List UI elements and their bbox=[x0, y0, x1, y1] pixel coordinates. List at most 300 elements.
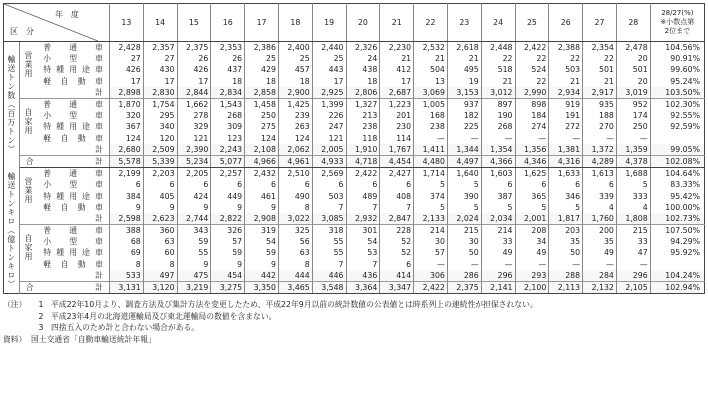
year-header-20: 20 bbox=[346, 4, 380, 42]
tonkm-grand-total-row bbox=[4, 281, 705, 293]
value-cell: 1,381 bbox=[549, 144, 583, 156]
value-cell: 27 bbox=[109, 53, 143, 64]
value-cell: 2,388 bbox=[549, 42, 583, 54]
value-cell: 22 bbox=[515, 76, 549, 87]
value-cell: 405 bbox=[143, 190, 177, 201]
value-cell: 461 bbox=[245, 190, 279, 201]
value-cell: 203 bbox=[549, 225, 583, 237]
value-cell: 306 bbox=[414, 270, 448, 282]
value-cell: 2,822 bbox=[211, 213, 245, 225]
value-cell: 54 bbox=[245, 236, 279, 247]
value-cell: 2,132 bbox=[583, 281, 617, 293]
value-cell: 4,497 bbox=[447, 155, 481, 167]
row-label-subtotal: 計 bbox=[95, 87, 103, 97]
value-cell: 2,830 bbox=[143, 87, 177, 99]
value-cell: 1,399 bbox=[312, 98, 346, 110]
value-cell: 340 bbox=[143, 121, 177, 132]
value-cell: 1,356 bbox=[515, 144, 549, 156]
ton-jika-row-kei bbox=[4, 133, 705, 144]
value-cell: 449 bbox=[211, 190, 245, 201]
value-cell: 524 bbox=[515, 64, 549, 75]
sub-label-jika: 自家用 bbox=[19, 98, 37, 143]
value-cell: 5 bbox=[447, 179, 481, 190]
source-line: 資料） 国土交通省「自動車輸送統計年報」 bbox=[3, 334, 156, 344]
value-cell: 360 bbox=[143, 225, 177, 237]
value-cell: 2,100 bbox=[515, 281, 549, 293]
value-cell: 6 bbox=[346, 179, 380, 190]
value-cell: 4,966 bbox=[245, 155, 279, 167]
ratio-cell: 102.08% bbox=[650, 155, 704, 167]
value-cell: 27 bbox=[143, 53, 177, 64]
value-cell: 489 bbox=[346, 190, 380, 201]
value-cell: 2,024 bbox=[447, 213, 481, 225]
ratio-cell: 102.30% bbox=[650, 98, 704, 110]
value-cell: 225 bbox=[447, 121, 481, 132]
value-cell: 191 bbox=[549, 110, 583, 121]
value-cell: 384 bbox=[109, 190, 143, 201]
value-cell: 339 bbox=[583, 190, 617, 201]
value-cell: 2,598 bbox=[109, 213, 143, 225]
value-cell: 2,326 bbox=[346, 42, 380, 54]
value-cell: 1,327 bbox=[346, 98, 380, 110]
value-cell: 124 bbox=[245, 133, 279, 144]
value-cell: 4,316 bbox=[549, 155, 583, 167]
value-cell: 5 bbox=[549, 202, 583, 213]
value-cell: 2,422 bbox=[414, 281, 448, 293]
value-cell: 501 bbox=[583, 64, 617, 75]
value-cell: 2,532 bbox=[414, 42, 448, 54]
value-cell: 2,141 bbox=[481, 281, 515, 293]
blank-cell bbox=[19, 144, 37, 156]
value-cell: 4 bbox=[616, 202, 650, 213]
value-cell: 6 bbox=[312, 179, 346, 190]
value-cell: 53 bbox=[346, 247, 380, 258]
year-header-22: 22 bbox=[414, 4, 448, 42]
value-cell: 374 bbox=[414, 190, 448, 201]
value-cell: 437 bbox=[211, 64, 245, 75]
value-cell: 121 bbox=[312, 133, 346, 144]
value-cell: 5 bbox=[616, 179, 650, 190]
tonkm-jika-row-tokushu bbox=[4, 247, 705, 258]
tonkm-eigyo-row-kogata bbox=[4, 179, 705, 190]
year-header-13: 13 bbox=[109, 4, 143, 42]
value-cell: 5 bbox=[515, 202, 549, 213]
ton-eigyo-row-kei_total bbox=[4, 87, 705, 99]
value-cell: 8 bbox=[278, 202, 312, 213]
value-cell: 2,354 bbox=[583, 42, 617, 54]
value-cell: — bbox=[616, 259, 650, 270]
value-cell: 50 bbox=[447, 247, 481, 258]
value-cell: 2,900 bbox=[278, 87, 312, 99]
value-cell: 275 bbox=[245, 121, 279, 132]
value-cell: 50 bbox=[549, 247, 583, 258]
header-row bbox=[4, 4, 705, 42]
ratio-cell: 92.59% bbox=[650, 121, 704, 132]
value-cell: 2,806 bbox=[346, 87, 380, 99]
value-cell: 6 bbox=[245, 179, 279, 190]
value-cell: 2,428 bbox=[109, 42, 143, 54]
value-cell: 367 bbox=[109, 121, 143, 132]
ratio-header: 28/27(%) ※小数点第 2位まで bbox=[650, 4, 704, 42]
value-cell: 7 bbox=[380, 202, 414, 213]
value-cell: 3,153 bbox=[447, 87, 481, 99]
value-cell: 319 bbox=[245, 225, 279, 237]
value-cell: 55 bbox=[177, 247, 211, 258]
tonkm-jika-row-kei bbox=[4, 259, 705, 270]
sub-label-eigyo: 営業用 bbox=[19, 168, 37, 213]
row-label-grand-total: 合 計 bbox=[19, 155, 109, 167]
row-label-tokushu: 特種用途車 bbox=[43, 191, 103, 201]
value-cell: 2,744 bbox=[177, 213, 211, 225]
value-cell: 1,714 bbox=[414, 168, 448, 180]
value-cell: 9 bbox=[245, 202, 279, 213]
value-cell: 9 bbox=[177, 202, 211, 213]
value-cell: 4,346 bbox=[515, 155, 549, 167]
value-cell: 2,400 bbox=[278, 42, 312, 54]
value-cell: 2,509 bbox=[143, 144, 177, 156]
value-cell: 284 bbox=[583, 270, 617, 282]
value-cell: 49 bbox=[481, 247, 515, 258]
value-cell: 2,847 bbox=[380, 213, 414, 225]
value-cell: 9 bbox=[109, 202, 143, 213]
value-cell: 250 bbox=[616, 121, 650, 132]
value-cell: 272 bbox=[549, 121, 583, 132]
value-cell: 238 bbox=[414, 121, 448, 132]
value-cell: 47 bbox=[616, 247, 650, 258]
value-cell: 226 bbox=[312, 110, 346, 121]
tonkm-eigyo-row-futsu bbox=[4, 168, 705, 180]
value-cell: 34 bbox=[515, 236, 549, 247]
value-cell: 9 bbox=[245, 259, 279, 270]
value-cell: 278 bbox=[177, 110, 211, 121]
value-cell: 24 bbox=[346, 53, 380, 64]
value-cell: 228 bbox=[380, 225, 414, 237]
value-cell: 21 bbox=[481, 76, 515, 87]
value-cell: 8 bbox=[278, 259, 312, 270]
value-cell: 2,108 bbox=[245, 144, 279, 156]
value-cell: 214 bbox=[414, 225, 448, 237]
tonkm-jika-row-kei_total bbox=[4, 270, 705, 282]
row-label-subtotal: 計 bbox=[95, 270, 103, 280]
value-cell: 3,275 bbox=[211, 281, 245, 293]
ratio-cell: 100.00% bbox=[650, 202, 704, 213]
ton-grand-total-row bbox=[4, 155, 705, 167]
value-cell: 1,354 bbox=[481, 144, 515, 156]
note-1: （注） 1 平成22年10月より、調査方法及び集計方法を変更したため、平成22年9月以前の統計数値の公表値とは時系列上の連続性が担保されない。 bbox=[3, 300, 538, 310]
value-cell: 4,480 bbox=[414, 155, 448, 167]
value-cell: 7 bbox=[312, 202, 346, 213]
row-label-kei: 軽自動車 bbox=[43, 76, 103, 86]
value-cell: 6 bbox=[515, 179, 549, 190]
value-cell: 329 bbox=[177, 121, 211, 132]
value-cell: 426 bbox=[109, 64, 143, 75]
value-cell: 6 bbox=[481, 179, 515, 190]
year-header-17: 17 bbox=[245, 4, 279, 42]
ratio-cell: 99.60% bbox=[650, 64, 704, 75]
value-cell: 5 bbox=[481, 202, 515, 213]
value-cell: 214 bbox=[481, 225, 515, 237]
value-cell: 3,012 bbox=[481, 87, 515, 99]
value-cell: 2,034 bbox=[481, 213, 515, 225]
value-cell: — bbox=[515, 133, 549, 144]
value-cell: 430 bbox=[143, 64, 177, 75]
value-cell: 424 bbox=[177, 190, 211, 201]
value-cell: 18 bbox=[346, 76, 380, 87]
group-label-tonkm: 輸送トンキロ（億トンキロ） bbox=[4, 168, 20, 294]
value-cell: 501 bbox=[616, 64, 650, 75]
value-cell: 1,603 bbox=[481, 168, 515, 180]
value-cell: 1,543 bbox=[211, 98, 245, 110]
value-cell: 2,623 bbox=[143, 213, 177, 225]
value-cell: 21 bbox=[447, 53, 481, 64]
value-cell: 320 bbox=[109, 110, 143, 121]
value-cell: 1,359 bbox=[616, 144, 650, 156]
value-cell: 3,219 bbox=[177, 281, 211, 293]
value-cell: 935 bbox=[583, 98, 617, 110]
value-cell: 59 bbox=[211, 247, 245, 258]
value-cell: 56 bbox=[278, 236, 312, 247]
value-cell: 286 bbox=[447, 270, 481, 282]
value-cell: 22 bbox=[549, 53, 583, 64]
notes-section bbox=[3, 299, 705, 345]
value-cell: 5 bbox=[414, 202, 448, 213]
value-cell: 1,613 bbox=[583, 168, 617, 180]
value-cell: 390 bbox=[447, 190, 481, 201]
value-cell: 263 bbox=[278, 121, 312, 132]
value-cell: — bbox=[515, 259, 549, 270]
value-cell: 190 bbox=[481, 110, 515, 121]
value-cell: 2,005 bbox=[312, 144, 346, 156]
value-cell: 21 bbox=[583, 76, 617, 87]
value-cell: 9 bbox=[177, 259, 211, 270]
value-cell: 3,347 bbox=[380, 281, 414, 293]
value-cell: 4 bbox=[583, 202, 617, 213]
value-cell: 952 bbox=[616, 98, 650, 110]
value-cell: 22 bbox=[481, 53, 515, 64]
value-cell: 4,933 bbox=[312, 155, 346, 167]
sub-label-eigyo: 営業用 bbox=[19, 42, 37, 87]
value-cell: 182 bbox=[447, 110, 481, 121]
value-cell: 503 bbox=[549, 64, 583, 75]
value-cell: 293 bbox=[515, 270, 549, 282]
value-cell: 22 bbox=[515, 53, 549, 64]
value-cell: 1,640 bbox=[447, 168, 481, 180]
year-header-16: 16 bbox=[211, 4, 245, 42]
value-cell: 2,680 bbox=[109, 144, 143, 156]
row-label-futsu: 普通車 bbox=[37, 225, 109, 237]
value-cell: 25 bbox=[278, 53, 312, 64]
value-cell: 250 bbox=[245, 110, 279, 121]
value-cell: 1,411 bbox=[414, 144, 448, 156]
value-cell: 21 bbox=[414, 53, 448, 64]
value-cell: 5,339 bbox=[143, 155, 177, 167]
value-cell: 33 bbox=[616, 236, 650, 247]
value-cell: 6 bbox=[109, 179, 143, 190]
value-cell: 5 bbox=[447, 202, 481, 213]
transport-statistics-table bbox=[3, 3, 705, 294]
value-cell: 2,898 bbox=[109, 87, 143, 99]
value-cell: 5,578 bbox=[109, 155, 143, 167]
ratio-cell: 103.50% bbox=[650, 87, 704, 99]
value-cell: 6 bbox=[380, 259, 414, 270]
value-cell: 325 bbox=[278, 225, 312, 237]
ratio-cell: 104.24% bbox=[650, 270, 704, 282]
value-cell: 2,386 bbox=[245, 42, 279, 54]
value-cell: 309 bbox=[211, 121, 245, 132]
value-cell: 4,366 bbox=[481, 155, 515, 167]
ratio-cell bbox=[650, 259, 704, 270]
value-cell: 438 bbox=[346, 64, 380, 75]
value-cell: 2,618 bbox=[447, 42, 481, 54]
value-cell: 9 bbox=[211, 259, 245, 270]
sub-label-jika: 自家用 bbox=[19, 225, 37, 270]
value-cell: 184 bbox=[515, 110, 549, 121]
value-cell: 17 bbox=[177, 76, 211, 87]
value-cell: 414 bbox=[380, 270, 414, 282]
value-cell: 239 bbox=[278, 110, 312, 121]
value-cell: 3,069 bbox=[414, 87, 448, 99]
value-cell: 270 bbox=[583, 121, 617, 132]
ratio-cell: 102.73% bbox=[650, 213, 704, 225]
value-cell: 17 bbox=[312, 76, 346, 87]
value-cell: 63 bbox=[278, 247, 312, 258]
value-cell: 3,364 bbox=[346, 281, 380, 293]
ratio-cell: 94.29% bbox=[650, 236, 704, 247]
value-cell: 387 bbox=[481, 190, 515, 201]
value-cell: 25 bbox=[245, 53, 279, 64]
value-cell: 1,625 bbox=[515, 168, 549, 180]
value-cell: 9 bbox=[211, 202, 245, 213]
value-cell: 2,934 bbox=[549, 87, 583, 99]
value-cell: 296 bbox=[481, 270, 515, 282]
year-header-15: 15 bbox=[177, 4, 211, 42]
year-header-23: 23 bbox=[447, 4, 481, 42]
value-cell: 13 bbox=[414, 76, 448, 87]
value-cell: 1,760 bbox=[583, 213, 617, 225]
value-cell: 388 bbox=[109, 225, 143, 237]
value-cell: 4,718 bbox=[346, 155, 380, 167]
value-cell: 120 bbox=[143, 133, 177, 144]
value-cell: 2,908 bbox=[245, 213, 279, 225]
value-cell: 2,113 bbox=[549, 281, 583, 293]
value-cell: 17 bbox=[380, 76, 414, 87]
value-cell: 1,767 bbox=[380, 144, 414, 156]
value-cell: 2,844 bbox=[177, 87, 211, 99]
value-cell: 2,834 bbox=[211, 87, 245, 99]
year-header-24: 24 bbox=[481, 4, 515, 42]
value-cell: 490 bbox=[278, 190, 312, 201]
value-cell: 201 bbox=[380, 110, 414, 121]
value-cell: 17 bbox=[109, 76, 143, 87]
value-cell: 2,932 bbox=[346, 213, 380, 225]
ton-eigyo-row-tokushu bbox=[4, 64, 705, 75]
value-cell: 2,440 bbox=[312, 42, 346, 54]
row-label-subtotal: 計 bbox=[95, 144, 103, 154]
value-cell: 2,427 bbox=[380, 168, 414, 180]
value-cell: 168 bbox=[414, 110, 448, 121]
value-cell: 238 bbox=[346, 121, 380, 132]
value-cell: — bbox=[414, 133, 448, 144]
value-cell: 426 bbox=[177, 64, 211, 75]
value-cell: 49 bbox=[583, 247, 617, 258]
value-cell: — bbox=[481, 259, 515, 270]
value-cell: 333 bbox=[616, 190, 650, 201]
value-cell: 19 bbox=[447, 76, 481, 87]
value-cell: 59 bbox=[177, 236, 211, 247]
value-cell: 1,808 bbox=[616, 213, 650, 225]
ratio-cell: 104.64% bbox=[650, 168, 704, 180]
value-cell: 33 bbox=[481, 236, 515, 247]
value-cell: 121 bbox=[177, 133, 211, 144]
value-cell: 2,199 bbox=[109, 168, 143, 180]
value-cell: 20 bbox=[616, 76, 650, 87]
row-label-kogata: 小型車 bbox=[43, 180, 103, 190]
value-cell: 208 bbox=[515, 225, 549, 237]
value-cell: 2,510 bbox=[278, 168, 312, 180]
value-cell: 429 bbox=[245, 64, 279, 75]
value-cell: 1,754 bbox=[143, 98, 177, 110]
value-cell: 4,961 bbox=[278, 155, 312, 167]
tonkm-jika-row-futsu bbox=[4, 225, 705, 237]
value-cell: 443 bbox=[312, 64, 346, 75]
tonkm-jika-row-kogata bbox=[4, 236, 705, 247]
value-cell: 1,458 bbox=[245, 98, 279, 110]
value-cell: 18 bbox=[278, 76, 312, 87]
value-cell: 2,858 bbox=[245, 87, 279, 99]
value-cell: 2,687 bbox=[380, 87, 414, 99]
value-cell: 26 bbox=[211, 53, 245, 64]
value-cell: 2,105 bbox=[616, 281, 650, 293]
value-cell: 8 bbox=[109, 259, 143, 270]
ratio-cell: 104.56% bbox=[650, 42, 704, 54]
year-header-14: 14 bbox=[143, 4, 177, 42]
value-cell: 8 bbox=[143, 259, 177, 270]
row-label-kogata: 小型車 bbox=[43, 237, 103, 247]
value-cell: 35 bbox=[583, 236, 617, 247]
tonkm-eigyo-row-tokushu bbox=[4, 190, 705, 201]
value-cell: 497 bbox=[143, 270, 177, 282]
value-cell: 408 bbox=[380, 190, 414, 201]
value-cell: 6 bbox=[549, 179, 583, 190]
value-cell: 17 bbox=[143, 76, 177, 87]
value-cell: 457 bbox=[278, 64, 312, 75]
value-cell: 503 bbox=[312, 190, 346, 201]
row-label-kogata: 小型車 bbox=[43, 54, 103, 64]
value-cell: 2,230 bbox=[380, 42, 414, 54]
value-cell: 318 bbox=[312, 225, 346, 237]
ton-eigyo-row-futsu bbox=[4, 42, 705, 54]
statistics-table-container bbox=[3, 3, 705, 345]
value-cell: 1,005 bbox=[414, 98, 448, 110]
value-cell: 60 bbox=[143, 247, 177, 258]
row-label-futsu: 普通車 bbox=[43, 169, 103, 179]
value-cell: 6 bbox=[278, 179, 312, 190]
note-3: 3 四捨五入のため計と合わない場合がある。 bbox=[38, 323, 200, 333]
value-cell: 365 bbox=[515, 190, 549, 201]
value-cell: 54 bbox=[346, 236, 380, 247]
notes-head: （注） bbox=[3, 300, 27, 310]
value-cell: 124 bbox=[109, 133, 143, 144]
value-cell: 68 bbox=[109, 236, 143, 247]
value-cell: 343 bbox=[177, 225, 211, 237]
value-cell: 26 bbox=[177, 53, 211, 64]
ton-jika-row-futsu bbox=[4, 98, 705, 110]
ratio-cell: 92.55% bbox=[650, 110, 704, 121]
blank-cell bbox=[19, 213, 37, 225]
value-cell: 442 bbox=[245, 270, 279, 282]
row-label-grand-total: 合 計 bbox=[19, 281, 109, 293]
value-cell: 1,223 bbox=[380, 98, 414, 110]
